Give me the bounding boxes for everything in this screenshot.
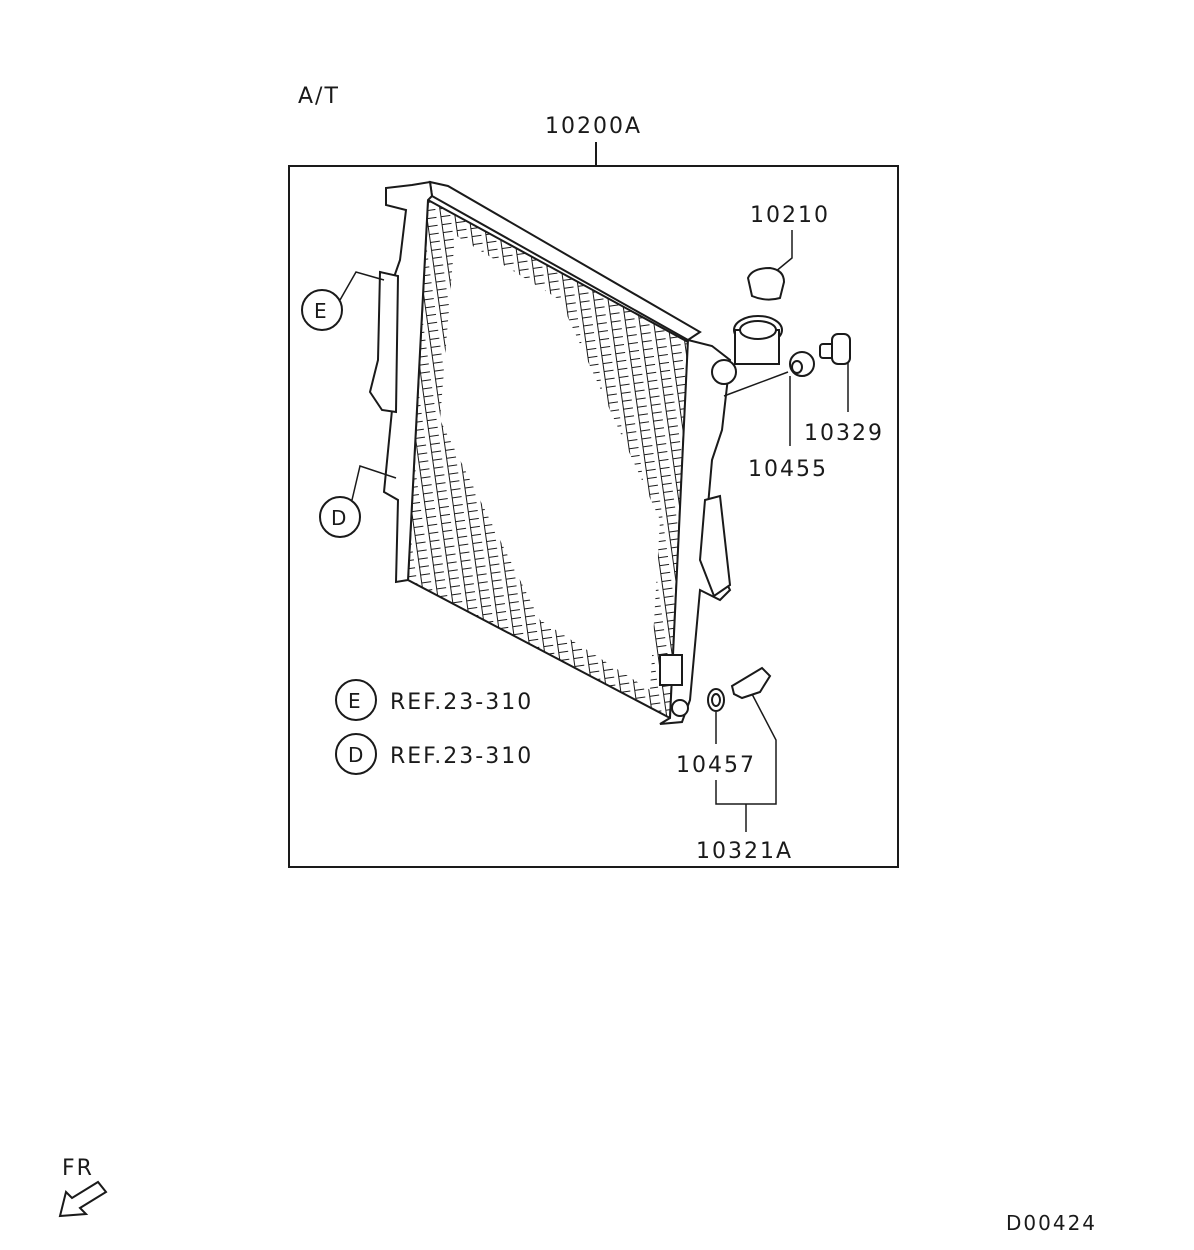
reference-e bbox=[336, 680, 533, 720]
radiator-core bbox=[370, 182, 782, 724]
front-direction-indicator bbox=[60, 1156, 106, 1216]
part-label-bushing: 10455 bbox=[748, 457, 828, 482]
part-label-drain-plug: 10321A bbox=[696, 839, 794, 864]
bolt bbox=[804, 334, 884, 446]
reference-d bbox=[336, 734, 533, 774]
part-label-bolt: 10329 bbox=[804, 421, 884, 446]
part-label-cap: 10210 bbox=[750, 203, 830, 228]
variant-label: A/T bbox=[298, 84, 340, 109]
part-label-gasket: 10457 bbox=[676, 753, 756, 778]
front-arrow-icon bbox=[60, 1182, 106, 1216]
reference-d-text: REF.23-310 bbox=[390, 744, 534, 769]
radiator-cap bbox=[748, 203, 830, 300]
svg-text:D: D bbox=[331, 506, 349, 530]
bushing bbox=[724, 352, 828, 482]
part-label-assembly: 10200A bbox=[545, 114, 643, 139]
front-label: FR bbox=[62, 1156, 94, 1181]
svg-text:E: E bbox=[314, 299, 329, 323]
svg-text:E: E bbox=[348, 689, 363, 713]
svg-text:D: D bbox=[348, 743, 366, 767]
diagram-code: D00424 bbox=[1006, 1211, 1098, 1235]
callout-e bbox=[302, 272, 384, 330]
reference-e-text: REF.23-310 bbox=[390, 690, 534, 715]
filler-neck bbox=[712, 316, 782, 384]
drain-plug-set bbox=[676, 668, 793, 864]
